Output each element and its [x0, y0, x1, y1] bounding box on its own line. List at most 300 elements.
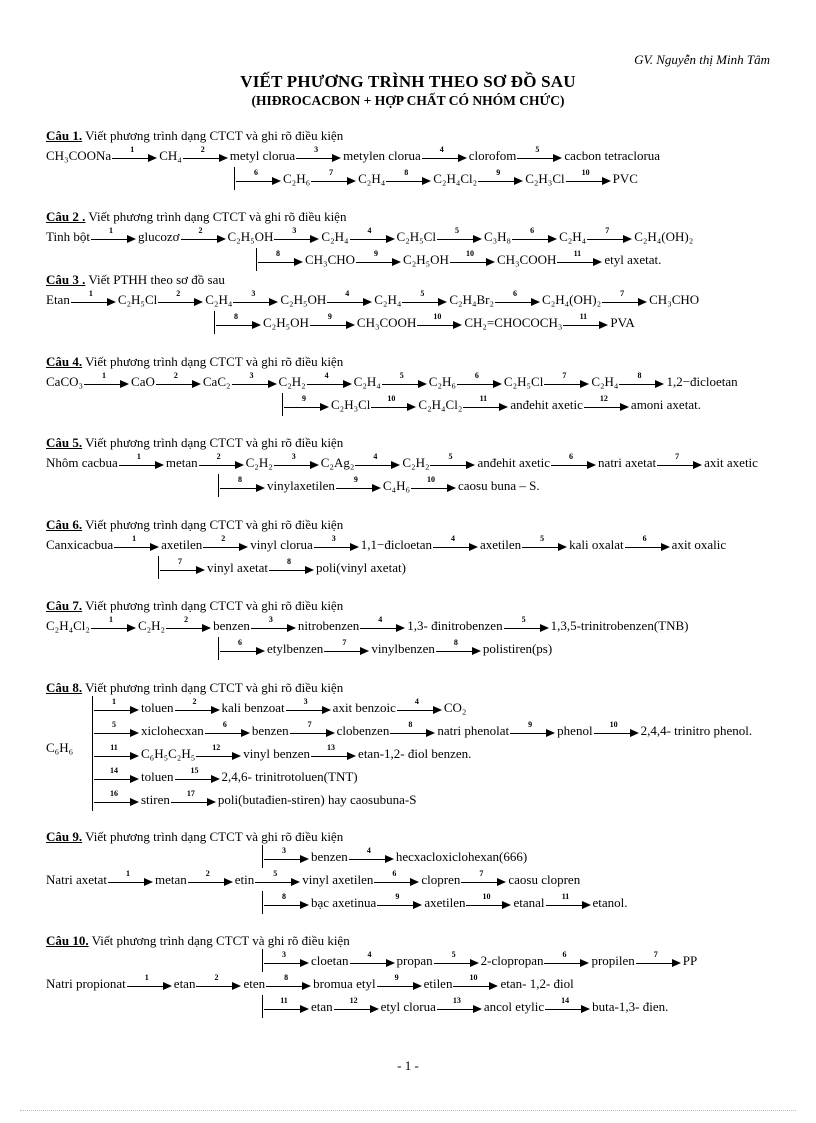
step-number: 10 [482, 892, 491, 902]
question-label: Câu 2 . [46, 209, 86, 224]
step-number: 5 [540, 534, 545, 544]
arrow-head-icon [211, 775, 220, 783]
step-number: 2 [216, 452, 221, 462]
reaction-arrow [166, 615, 212, 635]
compound: C₂H₄ [374, 292, 402, 307]
arrow-head-icon [363, 298, 372, 306]
step-number: 2 [221, 534, 226, 544]
compound: C₂H₄ [358, 171, 386, 186]
reaction-arrow [91, 226, 137, 246]
compound: nitrobenzen [297, 618, 360, 633]
arrow-head-icon [194, 298, 203, 306]
reaction-arrow [434, 950, 480, 970]
compound: vinylaxetilen [267, 478, 335, 493]
step-number: 1 [144, 973, 149, 983]
compound: vinyl axetat [207, 560, 269, 575]
step-number: 8 [284, 973, 289, 983]
reaction-arrow [437, 996, 483, 1016]
reaction-arrow [158, 289, 204, 309]
step-number: 2 [176, 289, 181, 299]
arrow-head-icon [385, 855, 394, 863]
compound: C₂Ag₂ [320, 455, 355, 470]
step-number: 11 [579, 312, 588, 322]
step-number: 6 [530, 226, 535, 236]
reaction-arrow [296, 145, 342, 165]
compound: axetilen [161, 537, 203, 552]
reaction-arrow [205, 720, 251, 740]
arrow-head-icon [207, 798, 216, 806]
question-label: Câu 7. [46, 598, 83, 613]
arrow-head-icon [163, 982, 172, 990]
compound: phenol [557, 723, 593, 738]
arrow-head-icon [130, 798, 139, 806]
arrow-head-icon [332, 154, 341, 162]
reaction-arrow [183, 145, 229, 165]
reaction-arrow [382, 371, 428, 391]
step-number: 13 [327, 743, 336, 753]
step-number: 13 [452, 996, 461, 1006]
arrow-head-icon [322, 706, 331, 714]
reaction-arrow [360, 615, 406, 635]
compound: C₂H₄ [591, 374, 619, 389]
compound: etanol. [592, 895, 628, 910]
step-number: 4 [345, 289, 350, 299]
step-number: 5 [273, 869, 278, 879]
compound: buta-1,3- đien. [592, 999, 669, 1014]
arrow-head-icon [300, 959, 309, 967]
arrow-head-icon [300, 901, 309, 909]
scheme-main-line [46, 533, 786, 556]
question-heading [46, 272, 786, 288]
reaction-arrow [510, 720, 556, 740]
question-heading [46, 354, 786, 370]
arrow-head-icon [320, 403, 329, 411]
compound: cloetan [311, 953, 349, 968]
scheme-branch-line [282, 393, 786, 416]
arrow-head-icon [127, 624, 136, 632]
compound: C₂H₄ [321, 229, 349, 244]
compound: propan [396, 953, 433, 968]
compound: metan [165, 455, 198, 470]
compound: C₂H₄Br₂ [449, 292, 495, 307]
arrow-head-icon [472, 647, 481, 655]
compound: hecxacloxiclohexan(666) [395, 849, 528, 864]
compound: C₂H₆ [428, 374, 456, 389]
step-number: 1 [130, 145, 135, 155]
arrow-head-icon [580, 380, 589, 388]
reaction-arrow [274, 452, 320, 472]
question-instruction: Viết phương trình dạng CTCT và ghi rõ điều kiện [88, 933, 350, 948]
arrow-head-icon [347, 177, 356, 185]
reaction-arrow [220, 475, 266, 495]
step-number: 17 [186, 789, 195, 799]
step-number: 4 [378, 615, 383, 625]
compound: clorofom [468, 148, 517, 163]
arrow-head-icon [391, 461, 400, 469]
scheme-branch-line [256, 248, 786, 271]
compound: etin [234, 872, 255, 887]
reaction-arrow [587, 226, 633, 246]
arrow-head-icon [217, 235, 226, 243]
compound: glucozơ [137, 229, 180, 244]
reaction-arrow [450, 249, 496, 269]
page-bottom-rule [20, 1110, 796, 1111]
arrow-head-icon [155, 461, 164, 469]
step-number: 6 [392, 869, 397, 879]
reaction-scheme [46, 949, 786, 1018]
scheme-branch-line [262, 949, 786, 972]
step-number: 6 [562, 950, 567, 960]
reaction-scheme [46, 144, 786, 190]
scheme-main-line [46, 614, 786, 637]
arrow-head-icon [558, 543, 567, 551]
compound: etan- 1,2- điol [500, 976, 574, 991]
reaction-arrow [232, 371, 278, 391]
arrow-head-icon [241, 729, 250, 737]
step-number: 5 [451, 950, 456, 960]
scheme-start-compound: C₆H₆ [46, 740, 74, 755]
reaction-arrow [311, 743, 357, 763]
compound: C₂H₄Cl₂ [418, 397, 463, 412]
question-heading [46, 209, 786, 225]
question-label: Câu 1. [46, 128, 83, 143]
step-number: 2 [198, 226, 203, 236]
compound: CH₃COONa [46, 148, 112, 163]
compound: etyl clorua [380, 999, 436, 1014]
arrow-head-icon [232, 752, 241, 760]
compound: PP [682, 953, 698, 968]
step-number: 12 [212, 743, 221, 753]
arrow-head-icon [473, 235, 482, 243]
step-number: 15 [190, 766, 199, 776]
arrow-head-icon [672, 959, 681, 967]
step-number: 2 [173, 371, 178, 381]
reaction-arrow [91, 615, 137, 635]
reaction-arrow [274, 226, 320, 246]
arrow-head-icon [107, 298, 116, 306]
compound: 2,4,4- trinitro phenol. [640, 723, 753, 738]
compound: C₂H₃Cl [331, 397, 371, 412]
reaction-arrow [311, 168, 357, 188]
step-number: 8 [637, 371, 642, 381]
arrow-head-icon [326, 729, 335, 737]
reaction-scheme [46, 370, 786, 416]
compound: 1,3- đinitrobenzen [407, 618, 503, 633]
step-number: 10 [433, 312, 442, 322]
reaction-scheme [46, 225, 786, 271]
reaction-scheme [46, 451, 786, 497]
compound: natri axetat [598, 455, 657, 470]
reaction-arrow [175, 766, 221, 786]
compound: etilen [423, 976, 453, 991]
step-number: 5 [454, 226, 459, 236]
compound: C₂H₅Cl [396, 229, 436, 244]
step-number: 10 [387, 394, 396, 404]
question-label: Câu 10. [46, 933, 89, 948]
reaction-arrow [563, 312, 609, 332]
scheme-main-line [46, 144, 786, 167]
reaction-arrow [264, 950, 310, 970]
step-number: 10 [469, 973, 478, 983]
question-label: Câu 3 . [46, 272, 86, 287]
compound: Natri axetat [46, 872, 107, 887]
reaction-arrow [504, 615, 550, 635]
compound: etyl axetat. [604, 252, 662, 267]
step-number: 2 [192, 697, 197, 707]
compound: C₂H₂ [278, 374, 306, 389]
question-6 [46, 517, 786, 579]
reaction-arrow [377, 973, 423, 993]
arrow-head-icon [360, 647, 369, 655]
compound: etan [311, 999, 333, 1014]
reaction-arrow [114, 534, 160, 554]
reaction-scheme [46, 696, 786, 811]
reaction-arrow [334, 996, 380, 1016]
arrow-head-icon [211, 706, 220, 714]
question-label: Câu 4. [46, 354, 83, 369]
reaction-arrow [94, 789, 140, 809]
arrow-head-icon [346, 321, 355, 329]
step-number: 9 [395, 892, 400, 902]
compound: amoni axetat. [630, 397, 701, 412]
reaction-arrow [402, 289, 448, 309]
reaction-arrow [377, 892, 423, 912]
reaction-arrow [466, 892, 512, 912]
reaction-arrow [551, 452, 597, 472]
step-number: 7 [342, 638, 347, 648]
arrow-head-icon [548, 235, 557, 243]
reaction-arrow [196, 973, 242, 993]
arrow-head-icon [343, 380, 352, 388]
arrow-head-icon [458, 154, 467, 162]
arrow-head-icon [310, 461, 319, 469]
step-number: 7 [479, 869, 484, 879]
compound: 2-clopropan [480, 953, 544, 968]
arrow-head-icon [655, 380, 664, 388]
reaction-arrow [266, 973, 312, 993]
question-8 [46, 680, 786, 811]
reaction-arrow [264, 996, 310, 1016]
question-instruction: Viết PTHH theo sơ đồ sau [85, 272, 225, 287]
compound: etan [173, 976, 196, 991]
step-number: 7 [653, 950, 658, 960]
step-number: 5 [112, 720, 116, 730]
step-number: 9 [353, 475, 358, 485]
step-number: 6 [238, 638, 242, 648]
step-number: 6 [569, 452, 574, 462]
scheme-branch-line [158, 556, 786, 579]
compound: vinyl clorua [250, 537, 313, 552]
reaction-arrow [417, 312, 463, 332]
compound: xiclohecxan [141, 723, 204, 738]
arrow-head-icon [127, 235, 136, 243]
arrow-head-icon [553, 154, 562, 162]
step-number: 3 [292, 226, 297, 236]
step-number: 3 [282, 846, 286, 856]
question-heading [46, 829, 786, 845]
step-number: 1 [108, 226, 113, 236]
reaction-arrow [264, 892, 310, 912]
arrow-head-icon [144, 878, 153, 886]
compound: C₂H₄ [353, 374, 381, 389]
reaction-arrow [196, 743, 242, 763]
reaction-arrow [463, 394, 509, 414]
question-instruction: Viết phương trình dạng CTCT và ghi rõ điều kiện [82, 598, 344, 613]
compound: poli(butađien-stiren) hay caosubuna-S [217, 792, 417, 807]
compound: axit oxalic [671, 537, 727, 552]
reaction-arrow [310, 312, 356, 332]
arrow-head-icon [305, 566, 314, 574]
step-number: 7 [562, 371, 567, 381]
arrow-head-icon [202, 624, 211, 632]
arrow-head-icon [370, 1005, 379, 1013]
compound: metyl clorua [229, 148, 296, 163]
step-number: 12 [349, 996, 358, 1006]
arrow-head-icon [418, 380, 427, 388]
compound: C₂H₅Cl [117, 292, 158, 307]
reaction-arrow [336, 475, 382, 495]
reaction-arrow [594, 720, 640, 740]
step-number: 6 [642, 534, 647, 544]
compound: C₂H₂ [137, 618, 166, 633]
step-number: 10 [581, 168, 590, 178]
reaction-arrow [94, 766, 140, 786]
arrow-head-icon [372, 484, 381, 492]
compound: benzen [213, 618, 250, 633]
reaction-arrow [220, 638, 266, 658]
reaction-arrow [258, 249, 304, 269]
question-5 [46, 435, 786, 497]
question-label: Câu 9. [46, 829, 83, 844]
compound: axit benzoic [332, 700, 396, 715]
step-number: 9 [528, 720, 533, 730]
reaction-arrow [94, 697, 140, 717]
scheme-branch-line [234, 167, 786, 190]
arrow-head-icon [130, 706, 139, 714]
reaction-arrow [108, 869, 154, 889]
step-number: 7 [178, 557, 182, 567]
step-number: 7 [329, 168, 334, 178]
arrow-head-icon [413, 901, 422, 909]
arrow-head-icon [413, 982, 422, 990]
scheme-branch-line [218, 637, 786, 660]
reaction-arrow [512, 226, 558, 246]
page-subtitle: (HIĐROCACBON + HỢP CHẤT CÓ NHÓM CHỨC) [251, 93, 565, 108]
compound: anđehit axetic [477, 455, 551, 470]
step-number: 5 [448, 452, 453, 462]
compound: C₆H₅C₂H₅ [141, 746, 196, 761]
reaction-arrow [350, 226, 396, 246]
arrow-head-icon [438, 298, 447, 306]
compound: C₂H₄(OH)₂ [634, 229, 694, 244]
arrow-head-icon [235, 461, 244, 469]
step-number: 3 [249, 371, 254, 381]
reaction-arrow [156, 371, 202, 391]
scheme-branch-line [92, 788, 786, 811]
arrow-head-icon [531, 298, 540, 306]
scheme-branch-line [262, 891, 786, 914]
arrow-head-icon [489, 982, 498, 990]
arrow-head-icon [582, 901, 591, 909]
compound: ancol etylic [483, 999, 545, 1014]
reaction-arrow [350, 950, 396, 970]
arrow-head-icon [148, 154, 157, 162]
arrow-head-icon [620, 403, 629, 411]
step-number: 9 [327, 312, 332, 322]
arrow-head-icon [447, 484, 456, 492]
compound: toluen [141, 769, 174, 784]
compound: CaO [131, 374, 155, 389]
step-number: 3 [282, 950, 286, 960]
compound: Natri propionat [46, 976, 126, 991]
reaction-arrow [355, 452, 401, 472]
step-number: 5 [399, 371, 404, 381]
step-number: 10 [465, 249, 474, 259]
compound: C₂H₅OH [227, 229, 274, 244]
arrow-head-icon [192, 380, 201, 388]
arrow-head-icon [661, 543, 670, 551]
arrow-head-icon [422, 177, 431, 185]
compound: clopren [421, 872, 461, 887]
compound: benzen [251, 723, 289, 738]
step-number: 8 [404, 168, 409, 178]
step-number: 4 [366, 846, 371, 856]
reaction-scheme [46, 614, 786, 660]
step-number: 8 [282, 892, 286, 902]
scheme-branch-line [92, 765, 786, 788]
compound: PVC [612, 171, 638, 186]
reaction-arrow [545, 996, 591, 1016]
compound: cacbon tetraclorua [564, 148, 661, 163]
reaction-arrow [544, 950, 590, 970]
arrow-head-icon [581, 1005, 590, 1013]
compound: caosu clopren [508, 872, 581, 887]
reaction-arrow [457, 371, 503, 391]
arrow-head-icon [130, 729, 139, 737]
scheme-branch-line [92, 696, 786, 719]
compound: CH₄ [159, 148, 182, 163]
scheme-branch-line [262, 995, 786, 1018]
compound: PVA [610, 315, 635, 330]
scheme-main-line [46, 972, 786, 995]
scheme-branch-line [218, 474, 786, 497]
scheme-branch-line [262, 845, 786, 868]
compound: clobenzen [336, 723, 390, 738]
reaction-arrow [327, 289, 373, 309]
step-number: 9 [374, 249, 379, 259]
question-instruction: Viết phương trình dạng CTCT và ghi rõ điều kiện [82, 680, 344, 695]
step-number: 5 [420, 289, 425, 299]
reaction-arrow [522, 534, 568, 554]
arrow-head-icon [599, 321, 608, 329]
scheme-branch-line [214, 311, 786, 334]
arrow-head-icon [392, 258, 401, 266]
compound: natri phenolat [437, 723, 510, 738]
step-number: 1 [112, 697, 116, 707]
compound: C₃H₈ [483, 229, 512, 244]
arrow-head-icon [426, 729, 435, 737]
compound: CaC₂ [202, 374, 231, 389]
arrow-head-icon [291, 878, 300, 886]
arrow-head-icon [587, 461, 596, 469]
step-number: 11 [280, 996, 288, 1006]
reaction-arrow [390, 720, 436, 740]
step-number: 3 [291, 452, 296, 462]
step-number: 14 [110, 766, 118, 776]
question-9 [46, 829, 786, 914]
step-number: 2 [205, 869, 210, 879]
reaction-arrow [453, 973, 499, 993]
